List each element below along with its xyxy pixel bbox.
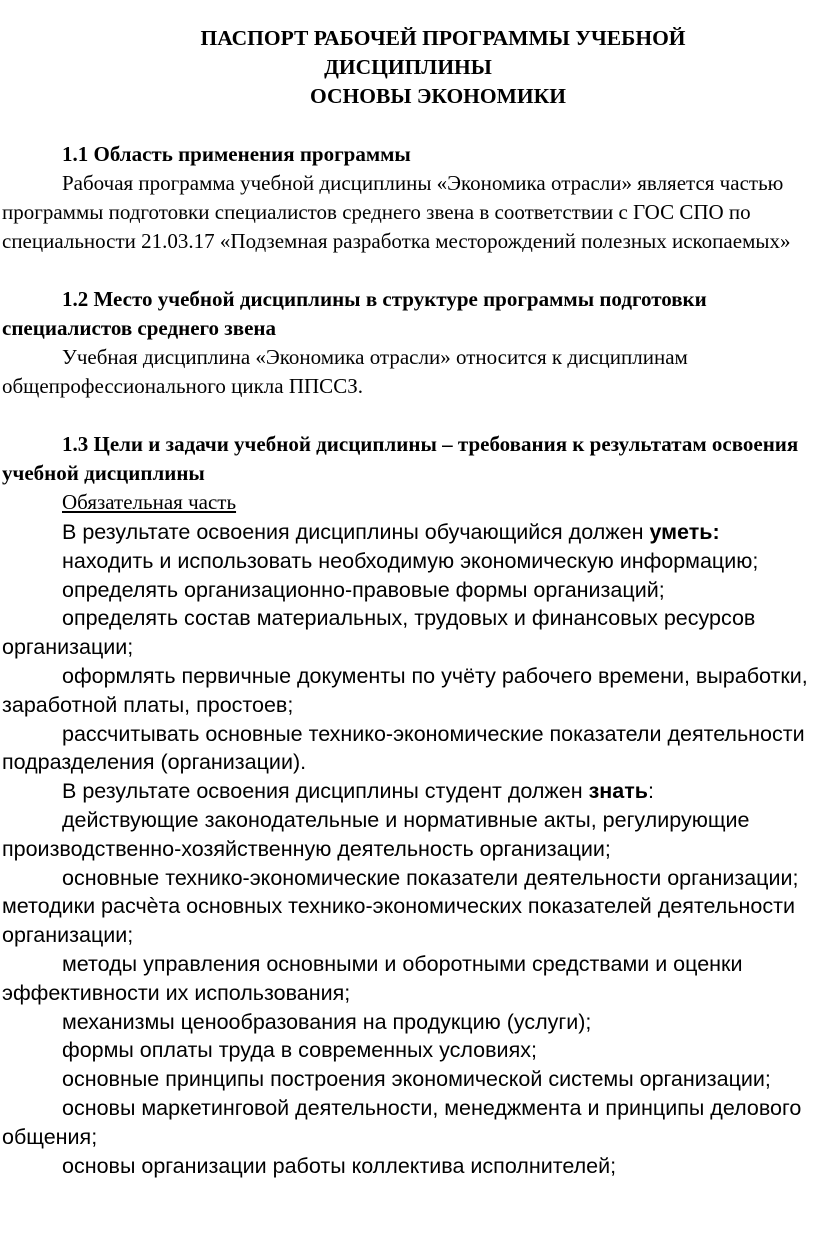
knowledge-item: действующие законодательные и нормативные акты, регулирующие производственно-хозяйственную деятельность организации; xyxy=(2,807,750,861)
document-title xyxy=(2,24,814,111)
knowledge-colon: : xyxy=(648,779,654,804)
skills-intro xyxy=(2,518,814,547)
spacer xyxy=(2,111,814,140)
section-1-heading: 1.1 Область применения программы xyxy=(62,142,411,166)
section-1-body: Рабочая программа учебной дисциплины «Экономика отрасли» является частью программы подготовки специалистов среднего звена в соответствии с ГОС СПО по специальности 21.03.17 «Подземная разработка месторождений полезных ископаемых» xyxy=(2,171,791,253)
skill-item: определять состав материальных, трудовых и финансовых ресурсов организации; xyxy=(2,606,756,660)
knowledge-item: основы маркетинговой деятельности, менеджмента и принципы делового общения; xyxy=(2,1095,802,1149)
title-line-1: ПАСПОРТ РАБОЧЕЙ ПРОГРАММЫ УЧЕБНОЙ xyxy=(200,26,686,50)
skills-keyword: уметь: xyxy=(649,520,720,544)
section-goals xyxy=(2,430,814,1180)
section-application-scope xyxy=(2,140,814,256)
spacer xyxy=(2,401,814,430)
spacer xyxy=(2,256,814,285)
skill-item: находить и использовать необходимую экономическую информацию; xyxy=(62,548,759,573)
knowledge-item: формы оплаты труда в современных условиях; xyxy=(62,1038,537,1063)
knowledge-item: основные технико-экономические показатели деятельности организации; методики расчѐта основных технико-экономических показателей деятельности организации; xyxy=(2,865,799,948)
title-line-3: ОСНОВЫ ЭКОНОМИКИ xyxy=(310,84,566,108)
skill-item: оформлять первичные документы по учёту рабочего времени, выработки, заработной платы, простоев; xyxy=(2,663,808,717)
knowledge-intro xyxy=(2,777,814,806)
knowledge-item: методы управления основными и оборотными средствами и оценки эффективности их использования; xyxy=(2,951,743,1005)
section-3-heading: 1.3 Цели и задачи учебной дисциплины – требования к результатам освоения учебной дисциплины xyxy=(2,432,799,485)
section-3-subheading: Обязательная часть xyxy=(62,490,237,514)
skill-item: определять организационно-правовые формы организаций; xyxy=(62,577,665,602)
knowledge-keyword: знать xyxy=(588,779,648,804)
knowledge-item: основы организации работы коллектива исполнителей; xyxy=(62,1153,617,1178)
knowledge-intro-text: В результате освоения дисциплины студент должен xyxy=(62,779,589,804)
skills-intro-text: В результате освоения дисциплины обучающийся должен xyxy=(62,520,650,544)
knowledge-item: основные принципы построения экономической системы организации; xyxy=(62,1067,771,1092)
knowledge-item: механизмы ценообразования на продукцию (услуги); xyxy=(62,1009,592,1034)
section-2-body: Учебная дисциплина «Экономика отрасли» относится к дисциплинам общепрофессионального цикла ППССЗ. xyxy=(2,345,688,398)
section-discipline-place xyxy=(2,285,814,401)
skill-item: рассчитывать основные технико-экономические показатели деятельности подразделения (организации). xyxy=(2,721,805,775)
section-2-heading xyxy=(2,285,814,343)
title-line-2: ДИСЦИПЛИНЫ xyxy=(324,55,492,79)
competency-list xyxy=(2,518,814,1180)
section-2-heading-text: 1.2 Место учебной дисциплины в структуре программы подготовки специалистов среднего звена xyxy=(2,287,707,340)
